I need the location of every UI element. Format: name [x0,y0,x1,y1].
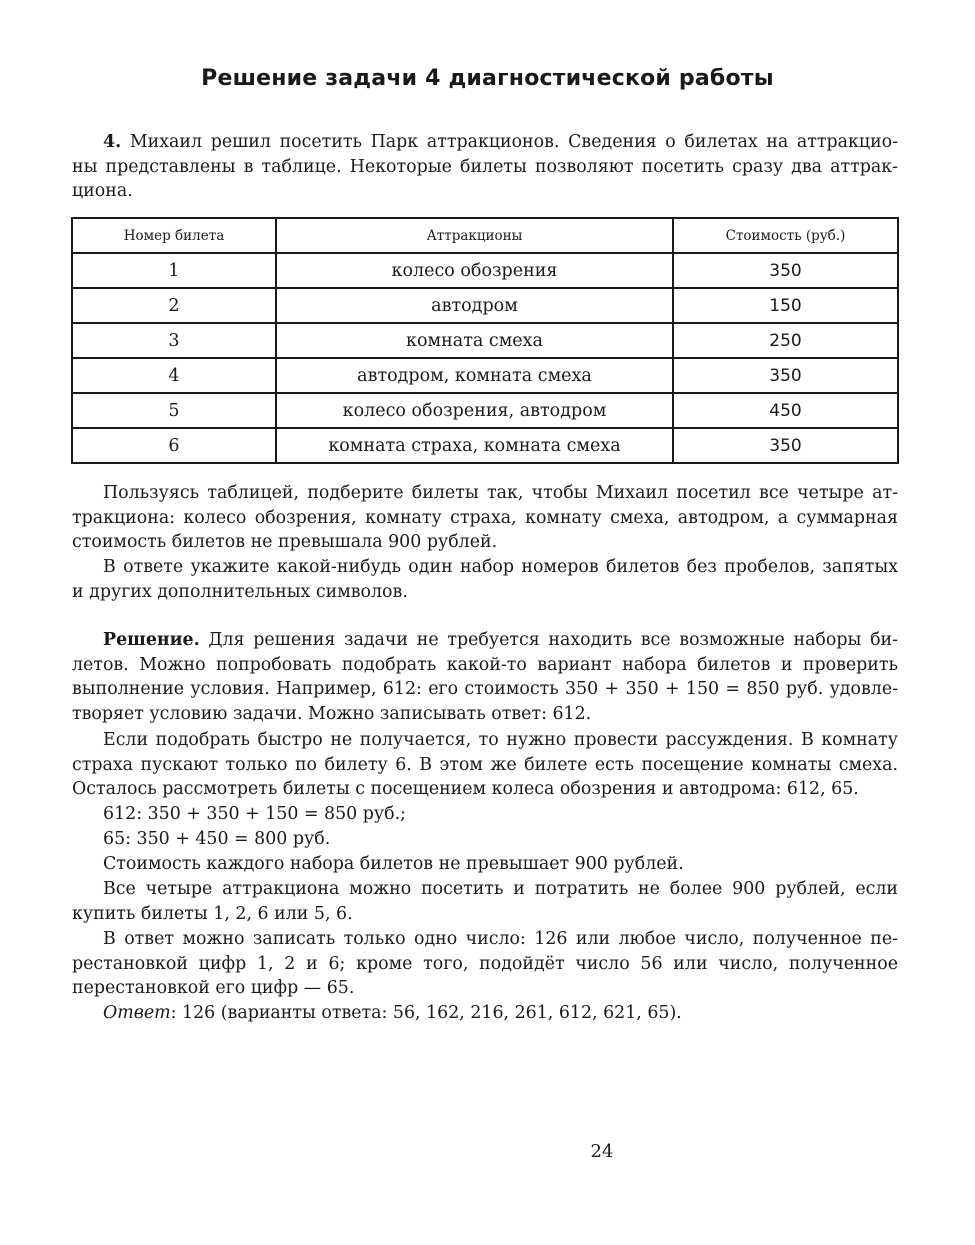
cell-attractions: колесо обозрения, автодром [276,393,673,428]
page-title: Решение задачи 4 диагностической работы [201,66,774,91]
cell-ticket-number: 3 [72,323,276,358]
tickets-table [71,217,899,464]
solution-paragraph-3: Стоимость каждого набора билетов не превышает 900 рублей. [103,854,684,874]
cell-attractions: колесо обозрения [276,253,673,288]
task-line: ны представлены в таблице. Некоторые билеты позволяют посетить сразу два аттрак- [72,156,898,177]
table-row [72,428,898,463]
answer-label: Ответ [103,1003,171,1023]
task-statement [72,130,898,204]
task-number: 4. [103,132,122,152]
cell-ticket-number: 6 [72,428,276,463]
solution-paragraph-5: В ответ можно записать только одно число: 126 или любое число, полученное пе- рестановкой цифр 1, 2 и 6; кроме того, подойдёт число 56 или число, полученное перестановкой его цифр — 65. [72,929,898,998]
table-row [72,358,898,393]
page-number: 24 [590,1141,614,1162]
question-paragraph-2: В ответе укажите какой-нибудь один набор номеров билетов без пробелов, запятых и других дополнительных символов. [72,557,898,602]
task-line: 4. Михаил решил посетить Парк аттракционов. Сведения о билетах на аттракцио- [103,132,899,152]
cell-attractions: комната страха, комната смеха [276,428,673,463]
cell-cost: 150 [673,288,898,323]
cell-cost: 450 [673,393,898,428]
cell-attractions: автодром [276,288,673,323]
solution-paragraph-1: Решение. Для решения задачи не требуется находить все возможные наборы би- летов. Можно попробовать подобрать какой-то вариант набора билетов и проверить выполнение условия. Например, 612: его стоимость 350 + 350 + 150 = 850 руб. удовле- творяет условию задачи. Можно записывать ответ: 612. [72,630,898,724]
table-header-row [72,218,898,253]
solution-calc-2: 65: 350 + 450 = 800 руб. [103,829,331,849]
cell-ticket-number: 1 [72,253,276,288]
header-cost: Стоимость (руб.) [673,218,898,253]
cell-attractions: автодром, комната смеха [276,358,673,393]
cell-cost: 350 [673,428,898,463]
table-row [72,323,898,358]
cell-ticket-number: 5 [72,393,276,428]
table-row [72,253,898,288]
table-row [72,393,898,428]
task-line: циона. [72,181,133,201]
cell-attractions: комната смеха [276,323,673,358]
cell-cost: 350 [673,253,898,288]
table-row [72,288,898,323]
header-attractions: Аттракционы [276,218,673,253]
solution-paragraph-2: Если подобрать быстро не получается, то нужно провести рассуждения. В комнату страха пускают только по билету 6. В этом же билете есть посещение комнаты смеха. Осталось рассмотреть билеты с посещением колеса обозрения и автодрома: 612, 65. [72,730,898,799]
cell-ticket-number: 2 [72,288,276,323]
cell-cost: 250 [673,323,898,358]
solution-label: Решение. [103,630,200,650]
cell-cost: 350 [673,358,898,393]
answer-line [72,1001,898,1026]
solution-calc-1: 612: 350 + 350 + 150 = 850 руб.; [103,804,406,824]
question-paragraph-1: Пользуясь таблицей, подберите билеты так, чтобы Михаил посетил все четыре ат- тракциона: колесо обозрения, комнату страха, комнату смеха, автодром, а суммарная стоимость билетов не превышала 900 рублей. [72,483,898,552]
answer-text: : 126 (варианты ответа: 56, 162, 216, 261, 612, 621, 65). [170,1003,682,1023]
header-ticket-number: Номер билета [72,218,276,253]
solution-paragraph-4: Все четыре аттракциона можно посетить и потратить не более 900 рублей, если купить билеты 1, 2, 6 или 5, 6. [72,879,898,924]
cell-ticket-number: 4 [72,358,276,393]
